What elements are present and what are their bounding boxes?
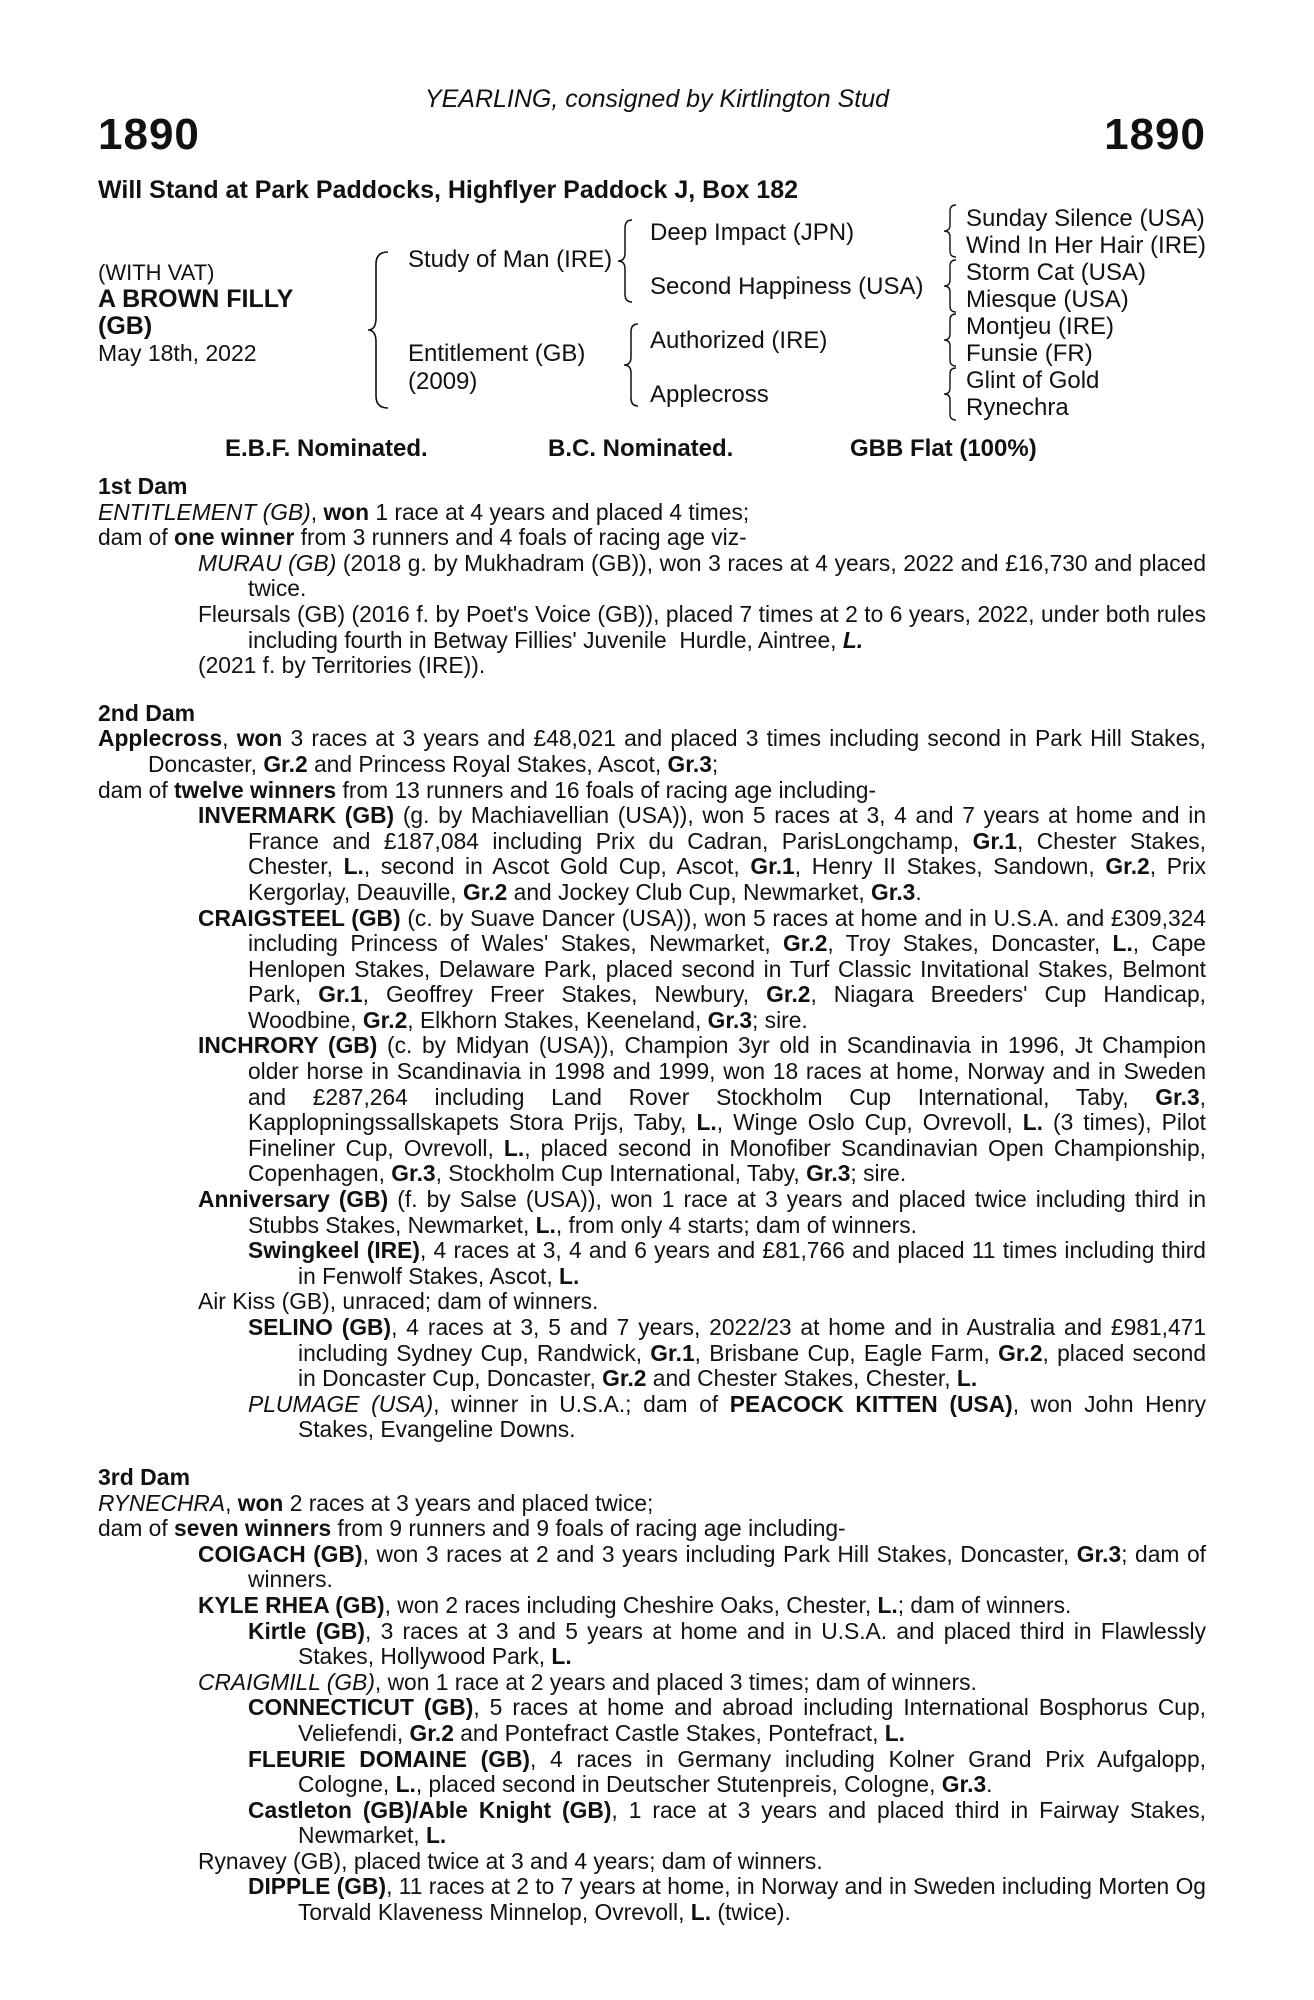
pedigree-dam-sire: Authorized (IRE) <box>650 327 828 354</box>
produce-entry: Air Kiss (GB), unraced; dam of winners. <box>198 1288 599 1315</box>
pedigree-sire-sire: Deep Impact (JPN) <box>650 219 855 246</box>
produce-entry: INVERMARK (GB) (g. by Machiavellian (USA)), won 5 races at 3, 4 and 7 years at home and in France and £187,084 including Prix du Cadran, ParisLongchamp, Gr.1, Chester Stakes, Chester, L., second in Ascot Gold Cup, Ascot, Gr.1, Henry II Stakes, Sandown, Gr.2, Prix Kergorlay, Deauville, Gr.2 and Jockey Club Cup, Newmarket, Gr.3. <box>198 802 1207 905</box>
produce-entry: CRAIGMILL (GB), won 1 race at 2 years and placed 3 times; dam of winners. <box>198 1668 977 1695</box>
pedigree-brace-ss <box>942 203 958 259</box>
dam-entry: RYNECHRA, won 2 races at 3 years and placed twice; <box>98 1489 654 1516</box>
produce-entry: Castleton (GB)/Able Knight (GB), 1 race at 3 years and placed third in Fairway Stakes, Newmarket, L. <box>248 1796 1206 1849</box>
section-title-2nd-dam: 2nd Dam <box>98 699 196 726</box>
produce-entry: CONNECTICUT (GB), 5 races at home and abroad including International Bosphorus Cup, Veliefendi, Gr.2 and Pontefract Castle Stakes, Pontefract, L. <box>248 1694 1206 1746</box>
horse-description: A BROWN FILLY <box>98 285 294 313</box>
pedigree-sds: Storm Cat (USA) <box>966 259 1147 286</box>
produce-entry: (2021 f. by Territories (IRE)). <box>198 652 486 679</box>
section-title-3rd-dam: 3rd Dam <box>98 1463 191 1490</box>
pedigree-dam-year: (2009) <box>408 368 478 395</box>
pedigree-brace-sd <box>942 258 958 314</box>
pedigree-dds: Glint of Gold <box>966 367 1100 394</box>
dam-produce-summary: dam of seven winners from 9 runners and 9 foals of racing age including- <box>98 1515 846 1542</box>
produce-entry: SELINO (GB), 4 races at 3, 5 and 7 years, 2022/23 at home and in Australia and £981,471 including Sydney Cup, Randwick, Gr.1, Brisbane Cup, Eagle Farm, Gr.2, placed second in Doncaster Cup, Doncaster, Gr.2 and Chester Stakes, Chester, L. <box>248 1314 1206 1392</box>
pedigree-dam: Entitlement (GB) <box>408 340 586 367</box>
pedigree-sire-dam: Second Happiness (USA) <box>650 273 924 300</box>
consignment-line: YEARLING, consigned by Kirtlington Stud <box>424 85 890 113</box>
produce-entry: CRAIGSTEEL (GB) (c. by Suave Dancer (USA)), won 5 races at home and in U.S.A. and £309,324 including Princess of Wales' Stakes, Newmarket, Gr.2, Troy Stakes, Doncaster, L., Cape Henlopen Stakes, Delaware Park, placed second in Turf Classic Invitational Stakes, Belmont Park, Gr.1, Geoffrey Freer Stakes, Newbury, Gr.2, Niagara Breeders' Cup Handicap, Woodbine, Gr.2, Elkhorn Stakes, Keeneland, Gr.3; sire. <box>198 904 1206 1033</box>
catalogue-body <box>98 474 1206 1926</box>
ebf-nomination: E.B.F. Nominated. <box>225 435 428 462</box>
produce-entry: PLUMAGE (USA), winner in U.S.A.; dam of PEACOCK KITTEN (USA), won John Henry Stakes, Evangeline Downs. <box>248 1390 1206 1443</box>
produce-entry: INCHRORY (GB) (c. by Midyan (USA)), Champion 3yr old in Scandinavia in 1996, Jt Champion older horse in Scandinavia in 1998 and 1999, won 18 races at home, Norway and in Sweden and £287,264 including Land Rover Stockholm Cup International, Taby, Gr.3, Kapplopningssallskapets Stora Prijs, Taby, L., Winge Oslo Cup, Ovrevoll, L. (3 times), Pilot Fineliner Cup, Ovrevoll, L., placed second in Monofiber Scandinavian Open Championship, Copenhagen, Gr.3, Stockholm Cup International, Taby, Gr.3; sire. <box>198 1032 1206 1187</box>
pedigree-dsd: Funsie (FR) <box>966 340 1093 367</box>
produce-entry: MURAU (GB) (2018 g. by Mukhadram (GB)), won 3 races at 4 years, 2022 and £16,730 and placed twice. <box>198 549 1206 602</box>
lot-number-left: 1890 <box>98 110 200 159</box>
produce-entry: COIGACH (GB), won 3 races at 2 and 3 years including Park Hill Stakes, Doncaster, Gr.3; dam of winners. <box>198 1540 1206 1593</box>
horse-description-country: (GB) <box>98 312 153 340</box>
dam-entry: Applecross, won 3 races at 3 years and £48,021 and placed 3 times including second in Park Hill Stakes, Doncaster, Gr.2 and Princess Royal Stakes, Ascot, Gr.3; <box>98 725 1206 777</box>
pedigree-brace-dd <box>942 366 958 422</box>
produce-entry: Kirtle (GB), 3 races at 3 and 5 years at home and in U.S.A. and placed third in Flawlessly Stakes, Hollywood Park, L. <box>248 1617 1206 1670</box>
produce-entry: Fleursals (GB) (2016 f. by Poet's Voice (GB)), placed 7 times at 2 to 6 years, 2022, under both rules including fourth in Betway Fillies' Juvenile Hurdle, Aintree, L. <box>198 600 1206 653</box>
bc-nomination: B.C. Nominated. <box>548 435 734 462</box>
pedigree-brace-ds <box>942 312 958 368</box>
pedigree-brace-sire <box>616 218 634 304</box>
dam-produce-summary: dam of one winner from 3 runners and 4 foals of racing age viz- <box>98 524 747 551</box>
produce-entry: Anniversary (GB) (f. by Salse (USA)), won 1 race at 3 years and placed twice including third in Stubbs Stakes, Newmarket, L., from only 4 starts; dam of winners. <box>198 1186 1207 1238</box>
gbb-flat: GBB Flat (100%) <box>850 435 1037 462</box>
section-title-1st-dam: 1st Dam <box>98 473 188 499</box>
pedigree-sire: Study of Man (IRE) <box>408 246 613 273</box>
dam-entry: ENTITLEMENT (GB), won 1 race at 4 years and placed 4 times; <box>98 498 750 525</box>
pedigree-sss: Sunday Silence (USA) <box>966 205 1205 232</box>
produce-entry: Swingkeel (IRE), 4 races at 3, 4 and 6 years and £81,766 and placed 11 times including third in Fenwolf Stakes, Ascot, L. <box>248 1237 1206 1289</box>
lot-number-right: 1890 <box>1104 110 1206 159</box>
pedigree-dss: Montjeu (IRE) <box>966 313 1115 340</box>
produce-entry: KYLE RHEA (GB), won 2 races including Cheshire Oaks, Chester, L.; dam of winners. <box>198 1591 1072 1618</box>
vat-note: (WITH VAT) <box>98 260 215 285</box>
pedigree-sdd: Miesque (USA) <box>966 286 1129 313</box>
date-of-birth: May 18th, 2022 <box>98 340 257 366</box>
pedigree-brace-dam <box>622 322 640 408</box>
pedigree-ddd: Rynechra <box>966 394 1069 421</box>
dam-produce-summary: dam of twelve winners from 13 runners and 16 foals of racing age including- <box>98 776 877 803</box>
pedigree-brace-main <box>366 250 392 410</box>
produce-entry: Rynavey (GB), placed twice at 3 and 4 years; dam of winners. <box>198 1847 823 1874</box>
stand-location: Will Stand at Park Paddocks, Highflyer Paddock J, Box 182 <box>98 176 798 204</box>
pedigree-ssd: Wind In Her Hair (IRE) <box>966 232 1207 259</box>
produce-entry: DIPPLE (GB), 11 races at 2 to 7 years at home, in Norway and in Sweden including Morten Og Torvald Klaveness Minnelop, Ovrevoll, L. (twice). <box>248 1873 1206 1926</box>
produce-entry: FLEURIE DOMAINE (GB), 4 races in Germany including Kolner Grand Prix Aufgalopp, Cologne, L., placed second in Deutscher Stutenpreis, Cologne, Gr.3. <box>248 1745 1206 1798</box>
pedigree-dam-dam: Applecross <box>650 381 769 408</box>
